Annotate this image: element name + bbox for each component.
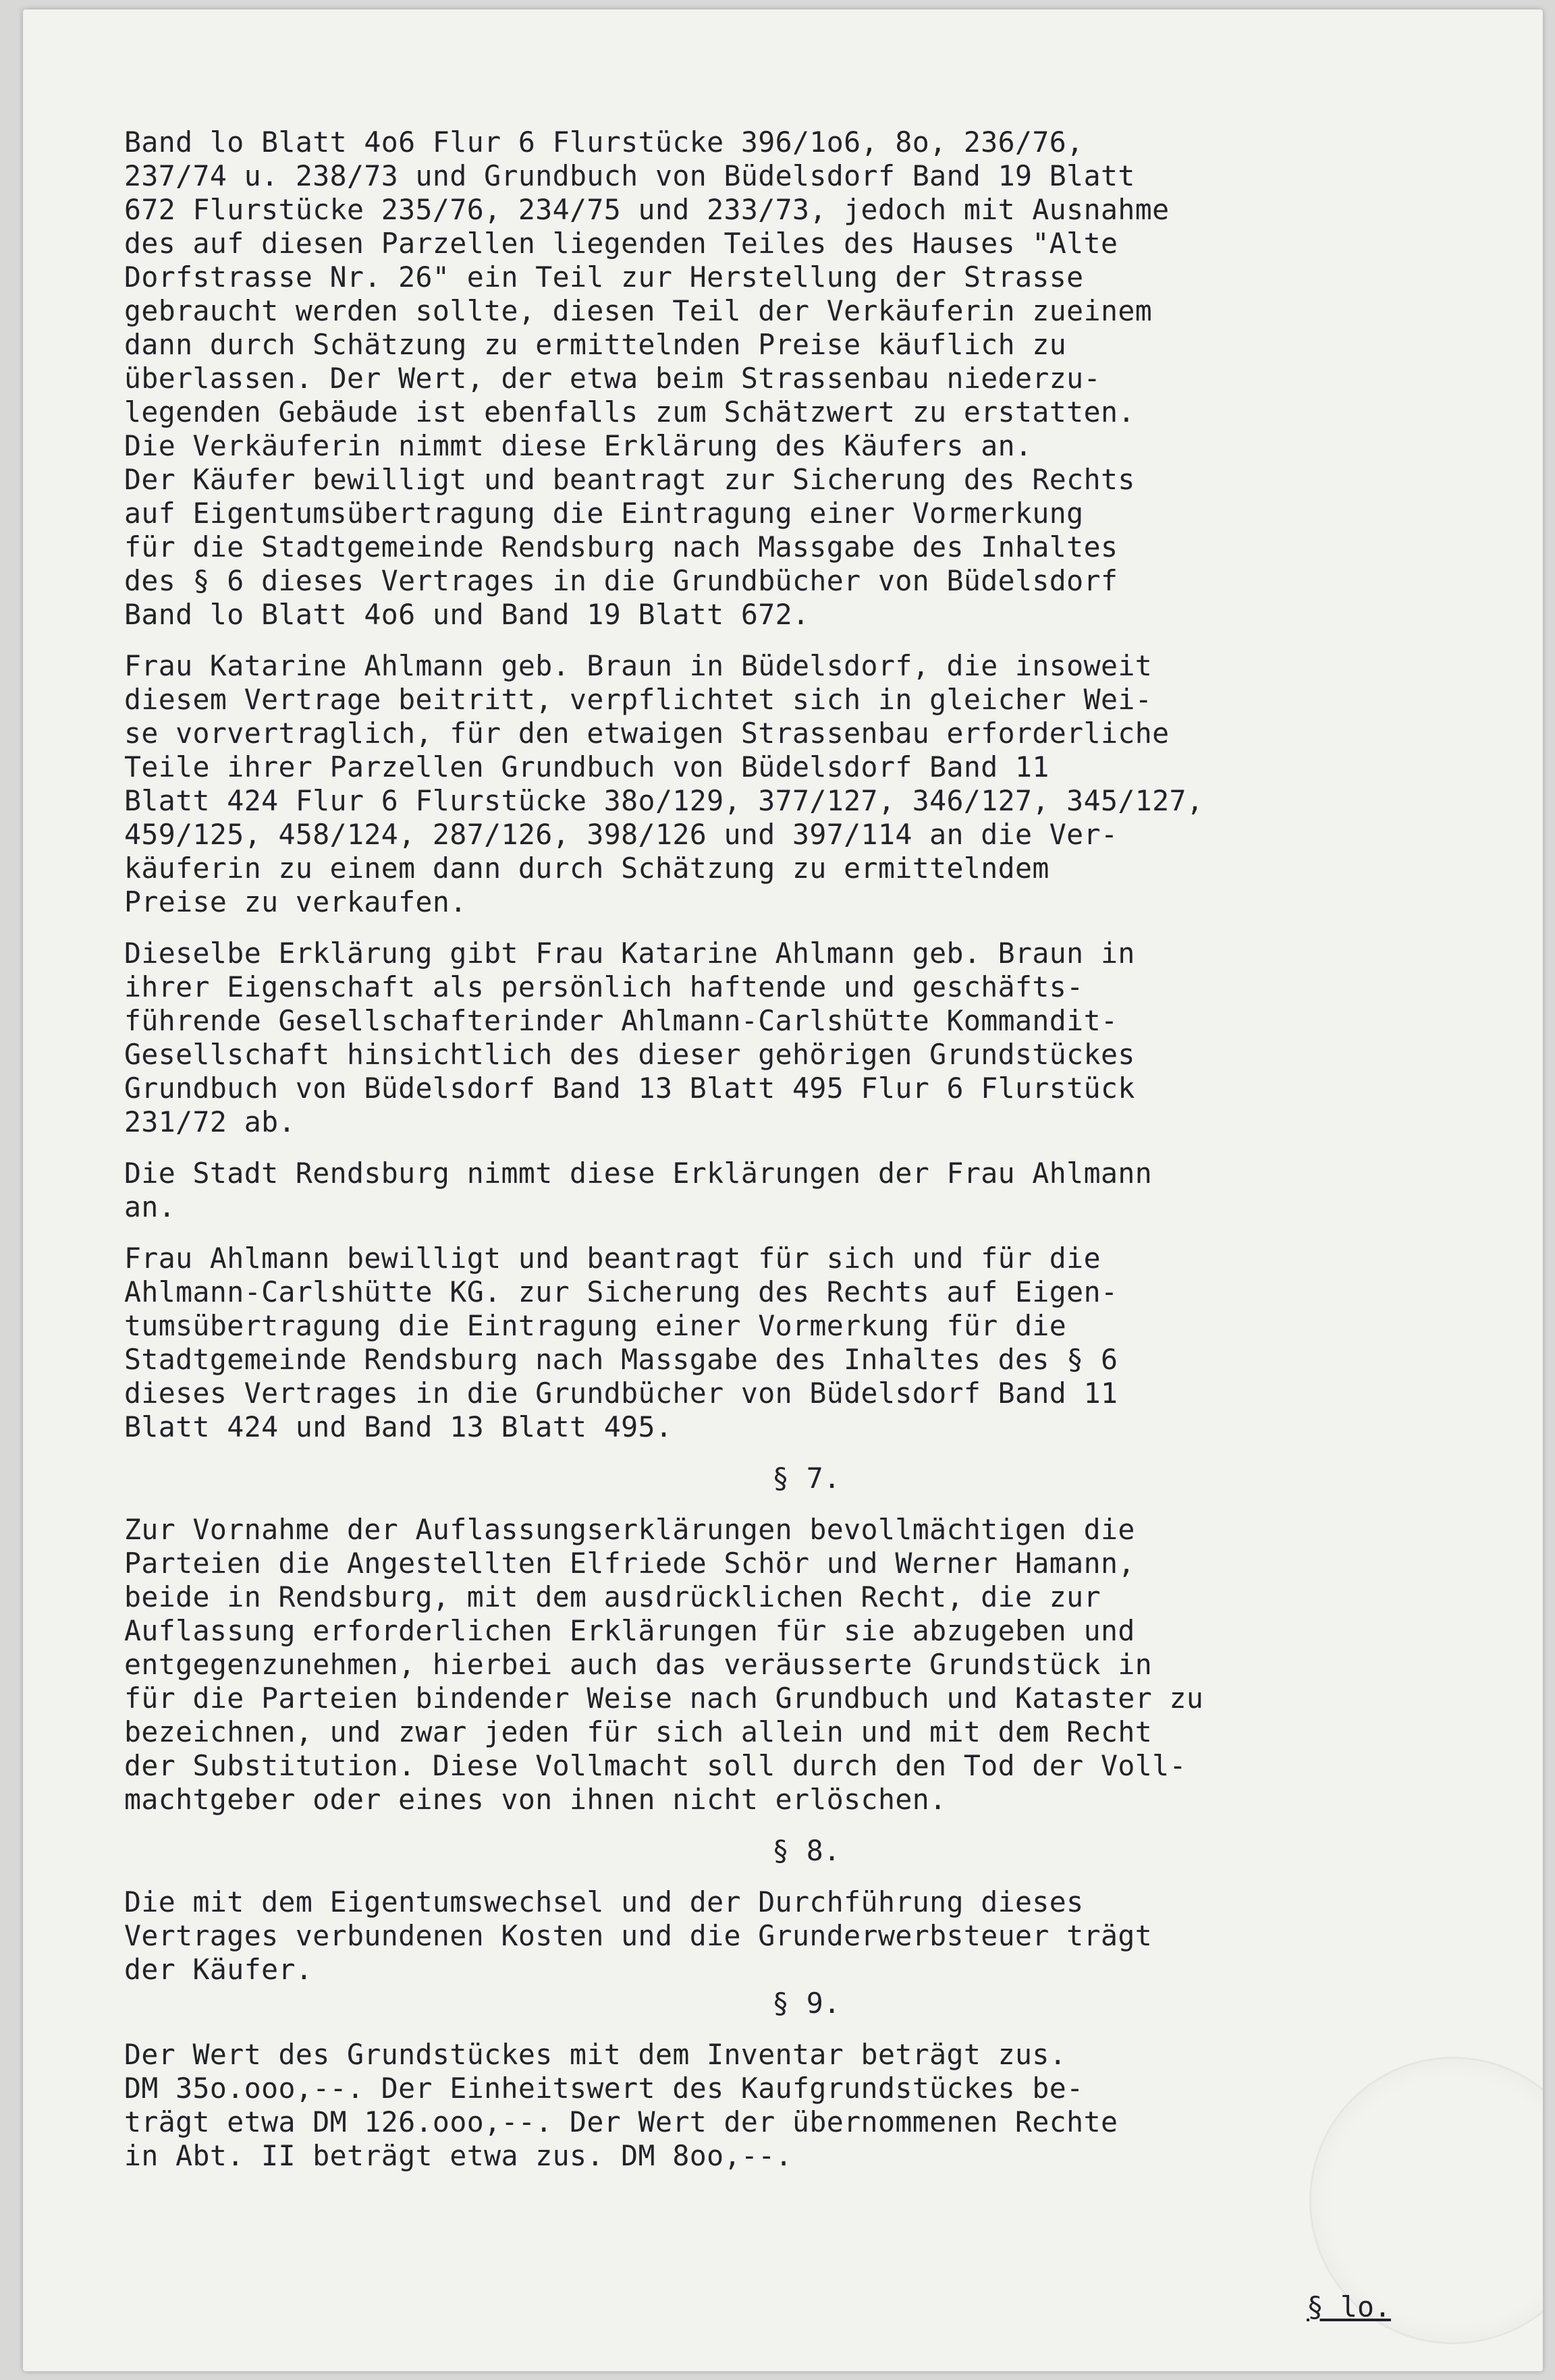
document-body (124, 126, 1528, 2173)
text-line: in Abt. II beträgt etwa zus. DM 8oo,--. (124, 2139, 793, 2172)
next-section-reference: § lo. (1307, 2290, 1391, 2323)
text-line: Preise zu verkaufen. (124, 885, 467, 918)
text-line: diesem Vertrage beitritt, verpflichtet sich in gleicher Wei- (124, 683, 1153, 716)
text-line: DM 35o.ooo,--. Der Einheitswert des Kaufgrundstückes be- (124, 2072, 1084, 2105)
text-line: Der Wert des Grundstückes mit dem Inventar beträgt zus. (124, 2038, 1067, 2071)
text-line: der Substitution. Diese Vollmacht soll durch den Tod der Voll- (124, 1749, 1186, 1782)
text-line: dieses Vertrages in die Grundbücher von Büdelsdorf Band 11 (124, 1377, 1118, 1410)
text-line: Die mit dem Eigentumswechsel und der Durchführung dieses (124, 1885, 1084, 1918)
text-line: 237/74 u. 238/73 und Grundbuch von Büdelsdorf Band 19 Blatt (124, 159, 1135, 192)
text-line: dann durch Schätzung zu ermittelnden Preise käuflich zu (124, 328, 1067, 361)
text-line: auf Eigentumsübertragung die Eintragung einer Vormerkung (124, 497, 1084, 530)
text-line: für die Parteien bindender Weise nach Grundbuch und Kataster zu (124, 1682, 1204, 1715)
text-line: Auflassung erforderlichen Erklärungen für sie abzugeben und (124, 1614, 1135, 1647)
text-line: entgegenzunehmen, hierbei auch das veräusserte Grundstück in (124, 1648, 1153, 1681)
text-line: Parteien die Angestellten Elfriede Schör und Werner Hamann, (124, 1547, 1135, 1580)
text-line: tumsübertragung die Eintragung einer Vormerkung für die (124, 1309, 1067, 1342)
paragraph-7 (124, 1885, 1528, 1987)
document-page (23, 9, 1543, 2371)
text-line: ihrer Eigenschaft als persönlich haftende und geschäfts- (124, 970, 1084, 1003)
text-line: Grundbuch von Büdelsdorf Band 13 Blatt 495 Flur 6 Flurstück (124, 1072, 1135, 1105)
text-line: Gesellschaft hinsichtlich des dieser gehörigen Grundstückes (124, 1038, 1135, 1071)
text-line: Ahlmann-Carlshütte KG. zur Sicherung des Rechts auf Eigen- (124, 1275, 1118, 1308)
text-line: Blatt 424 Flur 6 Flurstücke 38o/129, 377/127, 346/127, 345/127, (124, 784, 1204, 817)
text-line: Band lo Blatt 4o6 Flur 6 Flurstücke 396/1o6, 8o, 236/76, (124, 126, 1084, 159)
text-line: machtgeber oder eines von ihnen nicht erlöschen. (124, 1783, 947, 1816)
paragraph-1 (124, 126, 1528, 632)
text-line: gebraucht werden sollte, diesen Teil der Verkäuferin zueinem (124, 294, 1153, 327)
text-line: 459/125, 458/124, 287/126, 398/126 und 397/114 an die Ver- (124, 818, 1118, 851)
text-line: Teile ihrer Parzellen Grundbuch von Büdelsdorf Band 11 (124, 750, 1049, 783)
text-line: 231/72 ab. (124, 1105, 296, 1138)
text-line: Blatt 424 und Band 13 Blatt 495. (124, 1410, 673, 1443)
text-line: für die Stadtgemeinde Rendsburg nach Massgabe des Inhaltes (124, 530, 1118, 563)
text-line: Der Käufer bewilligt und beantragt zur Sicherung des Rechts (124, 463, 1135, 496)
text-line: bezeichnen, und zwar jeden für sich allein und mit dem Recht (124, 1715, 1153, 1748)
text-line: Frau Ahlmann bewilligt und beantragt für sich und für die (124, 1242, 1101, 1275)
text-line: des auf diesen Parzellen liegenden Teiles des Hauses "Alte (124, 227, 1118, 260)
section-heading-9: § 9. (772, 1987, 841, 2020)
text-line: Zur Vornahme der Auflassungserklärungen bevollmächtigen die (124, 1513, 1135, 1546)
text-line: überlassen. Der Wert, der etwa beim Strassenbau niederzu- (124, 362, 1101, 395)
text-line: Stadtgemeinde Rendsburg nach Massgabe des Inhaltes des § 6 (124, 1343, 1118, 1376)
text-line: käuferin zu einem dann durch Schätzung zu ermittelndem (124, 852, 1049, 885)
text-line: beide in Rendsburg, mit dem ausdrücklichen Recht, die zur (124, 1580, 1101, 1613)
text-line: Die Stadt Rendsburg nimmt diese Erklärungen der Frau Ahlmann (124, 1157, 1153, 1190)
section-heading-8: § 8. (772, 1834, 841, 1867)
text-line: se vorvertraglich, für den etwaigen Strassenbau erforderliche (124, 717, 1170, 750)
text-line: Die Verkäuferin nimmt diese Erklärung des Käufers an. (124, 429, 1033, 462)
text-line: der Käufer. (124, 1953, 313, 1986)
paragraph-4 (124, 1157, 1528, 1224)
text-line: Dorfstrasse Nr. 26" ein Teil zur Herstellung der Strasse (124, 260, 1084, 294)
paragraph-2 (124, 649, 1528, 919)
text-line: Dieselbe Erklärung gibt Frau Katarine Ahlmann geb. Braun in (124, 937, 1135, 970)
text-line: des § 6 dieses Vertrages in die Grundbücher von Büdelsdorf (124, 564, 1118, 597)
text-line: trägt etwa DM 126.ooo,--. Der Wert der übernommenen Rechte (124, 2105, 1118, 2138)
text-line: Frau Katarine Ahlmann geb. Braun in Büdelsdorf, die insoweit (124, 649, 1153, 682)
paragraph-6 (124, 1513, 1528, 1817)
paragraph-5 (124, 1242, 1528, 1444)
text-line: führende Gesellschafterinder Ahlmann-Carlshütte Kommandit- (124, 1004, 1118, 1037)
paragraph-3 (124, 937, 1528, 1139)
text-line: 672 Flurstücke 235/76, 234/75 und 233/73, jedoch mit Ausnahme (124, 193, 1170, 226)
text-line: an. (124, 1190, 176, 1223)
text-line: Band lo Blatt 4o6 und Band 19 Blatt 672. (124, 598, 810, 631)
text-line: legenden Gebäude ist ebenfalls zum Schätzwert zu erstatten. (124, 395, 1135, 428)
text-line: Vertrages verbundenen Kosten und die Grunderwerbsteuer trägt (124, 1919, 1153, 1952)
section-heading-7: § 7. (772, 1462, 841, 1495)
